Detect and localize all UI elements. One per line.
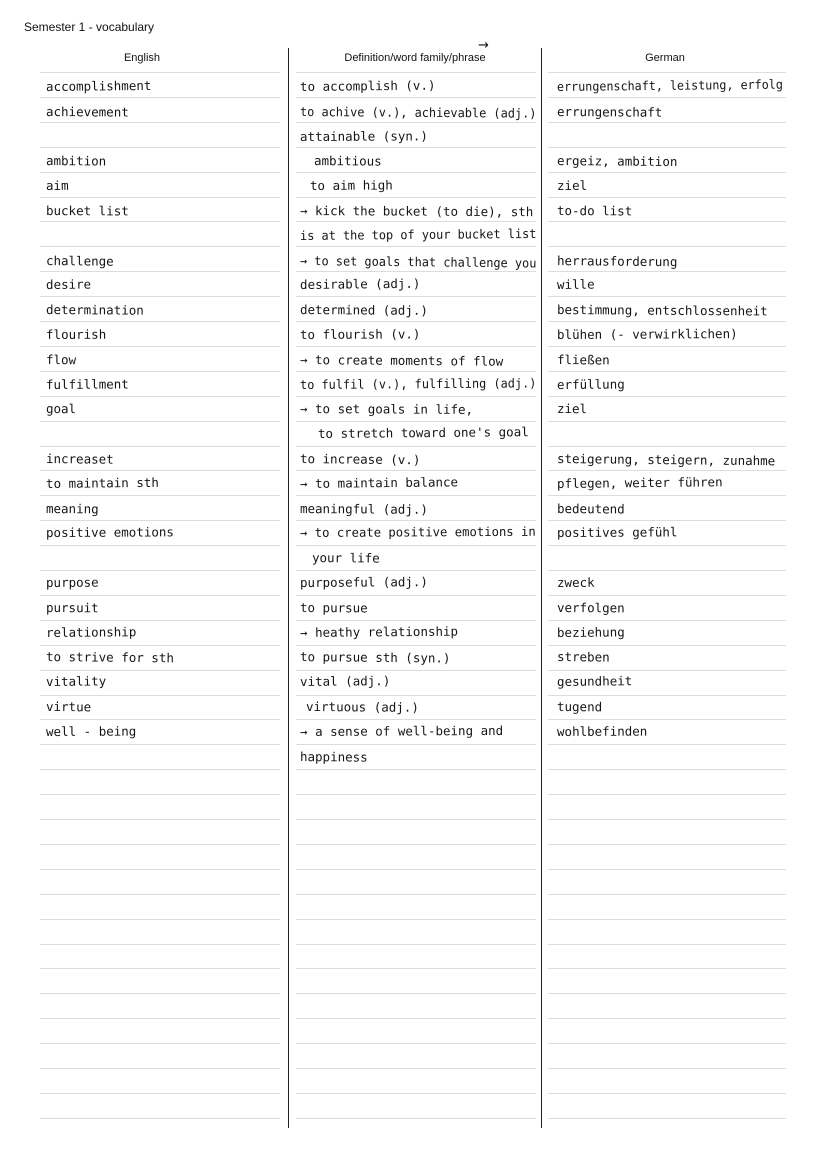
ruled-line bbox=[548, 147, 786, 148]
english-term: to strive for sth bbox=[45, 649, 175, 666]
english-term: virtue bbox=[45, 699, 92, 715]
ruled-line bbox=[40, 346, 280, 347]
ruled-line bbox=[548, 520, 786, 521]
ruled-line bbox=[548, 894, 786, 895]
ruled-line bbox=[296, 495, 536, 496]
ruled-line bbox=[548, 246, 786, 247]
ruled-line bbox=[548, 321, 786, 322]
german-translation: steigerung, steigern, zunahme bbox=[556, 451, 776, 469]
ruled-line bbox=[40, 645, 280, 646]
ruled-line bbox=[296, 545, 536, 546]
ruled-line bbox=[296, 271, 536, 272]
ruled-line bbox=[548, 719, 786, 720]
ruled-line bbox=[40, 495, 280, 496]
german-translation: fließen bbox=[556, 351, 610, 368]
ruled-line bbox=[296, 221, 536, 222]
definition-entry: is at the top of your bucket list bbox=[299, 225, 537, 243]
english-term: relationship bbox=[45, 623, 137, 640]
column-header-german: German bbox=[645, 52, 685, 64]
ruled-line bbox=[296, 246, 536, 247]
german-translation: streben bbox=[556, 649, 610, 665]
ruled-line bbox=[296, 695, 536, 696]
ruled-line bbox=[548, 769, 786, 770]
ruled-line bbox=[40, 595, 280, 596]
ruled-line bbox=[548, 670, 786, 671]
ruled-line bbox=[40, 993, 280, 994]
definition-entry: to stretch toward one's goal bbox=[317, 424, 529, 442]
ruled-line bbox=[548, 271, 786, 272]
ruled-line bbox=[548, 794, 786, 795]
ruled-line bbox=[40, 794, 280, 795]
ruled-line bbox=[548, 296, 786, 297]
ruled-line bbox=[40, 744, 280, 745]
english-term: flow bbox=[45, 351, 77, 368]
ruled-line bbox=[548, 1093, 786, 1094]
ruled-line bbox=[548, 695, 786, 696]
english-term: pursuit bbox=[45, 599, 99, 616]
english-term: purpose bbox=[45, 574, 99, 590]
ruled-line bbox=[296, 1093, 536, 1094]
ruled-line bbox=[548, 844, 786, 845]
german-translation: wille bbox=[556, 276, 595, 293]
german-translation: bestimmung, entschlossenheit bbox=[556, 302, 768, 319]
definition-entry: → to create positive emotions in bbox=[299, 524, 536, 541]
ruled-line bbox=[40, 197, 280, 198]
ruled-line bbox=[40, 1068, 280, 1069]
definition-entry: virtuous (adj.) bbox=[305, 699, 419, 715]
ruled-line bbox=[548, 1018, 786, 1019]
german-translation: zweck bbox=[556, 574, 595, 590]
definition-entry: → to set goals that challenge you bbox=[299, 252, 537, 271]
english-term: challenge bbox=[45, 252, 114, 269]
ruled-line bbox=[296, 645, 536, 646]
ruled-line bbox=[40, 147, 280, 148]
english-term: bucket list bbox=[45, 203, 129, 219]
ruled-line bbox=[548, 97, 786, 98]
ruled-line bbox=[40, 894, 280, 895]
page-title: Semester 1 - vocabulary bbox=[24, 20, 155, 34]
english-term: ambition bbox=[45, 153, 107, 169]
ruled-line bbox=[296, 744, 536, 745]
german-translation: positives gefühl bbox=[556, 524, 678, 541]
ruled-line bbox=[40, 296, 280, 297]
ruled-line bbox=[296, 620, 536, 621]
ruled-line bbox=[40, 968, 280, 969]
ruled-line bbox=[40, 1118, 280, 1119]
definition-entry: your life bbox=[311, 550, 380, 566]
ruled-line bbox=[296, 197, 536, 198]
ruled-line bbox=[40, 844, 280, 845]
ruled-line bbox=[296, 894, 536, 895]
ruled-line bbox=[296, 122, 536, 123]
ruled-line bbox=[296, 321, 536, 322]
definition-entry: → to maintain balance bbox=[299, 474, 459, 491]
english-term: increaset bbox=[45, 451, 114, 467]
ruled-line bbox=[296, 1068, 536, 1069]
ruled-line bbox=[548, 1068, 786, 1069]
german-translation: to-do list bbox=[556, 203, 633, 219]
ruled-line bbox=[548, 645, 786, 646]
ruled-line bbox=[548, 221, 786, 222]
ruled-line bbox=[296, 595, 536, 596]
ruled-line bbox=[548, 470, 786, 471]
german-translation: errungenschaft, leistung, erfolg bbox=[556, 76, 783, 94]
ruled-line bbox=[296, 97, 536, 98]
definition-entry: to flourish (v.) bbox=[299, 326, 421, 342]
definition-entry: to achive (v.), achievable (adj.) bbox=[299, 103, 537, 121]
ruled-line bbox=[296, 172, 536, 173]
ruled-line bbox=[296, 520, 536, 521]
ruled-line bbox=[40, 72, 280, 73]
ruled-line bbox=[296, 1018, 536, 1019]
ruled-line bbox=[296, 1043, 536, 1044]
ruled-line bbox=[548, 172, 786, 173]
ruled-line bbox=[40, 869, 280, 870]
ruled-line bbox=[40, 172, 280, 173]
ruled-line bbox=[548, 595, 786, 596]
definition-entry: to increase (v.) bbox=[299, 451, 421, 468]
ruled-line bbox=[548, 396, 786, 397]
german-translation: ergeiz, ambition bbox=[556, 153, 678, 170]
ruled-line bbox=[548, 968, 786, 969]
ruled-line bbox=[40, 620, 280, 621]
definition-entry: → to create moments of flow bbox=[299, 351, 504, 369]
english-term: fulfillment bbox=[45, 376, 129, 392]
ruled-line bbox=[296, 371, 536, 372]
ruled-line bbox=[40, 769, 280, 770]
german-translation: verfolgen bbox=[556, 599, 625, 616]
ruled-line bbox=[296, 470, 536, 471]
column-header-english: English bbox=[123, 52, 161, 64]
ruled-line bbox=[40, 1093, 280, 1094]
arrow-mark: → bbox=[478, 38, 489, 53]
definition-entry: to pursue bbox=[299, 599, 368, 616]
ruled-line bbox=[548, 819, 786, 820]
definition-entry: happiness bbox=[299, 748, 368, 765]
german-translation: herrausforderung bbox=[556, 252, 678, 269]
english-term: goal bbox=[45, 401, 77, 417]
ruled-line bbox=[40, 670, 280, 671]
ruled-line bbox=[548, 346, 786, 347]
ruled-line bbox=[40, 446, 280, 447]
ruled-line bbox=[40, 470, 280, 471]
german-translation: wohlbefinden bbox=[556, 723, 648, 739]
english-term: achievement bbox=[45, 103, 129, 120]
ruled-line bbox=[296, 570, 536, 571]
ruled-line bbox=[40, 221, 280, 222]
definition-entry: attainable (syn.) bbox=[299, 127, 428, 144]
column-header-definition: Definition/word family/phrase bbox=[344, 52, 486, 64]
ruled-line bbox=[548, 993, 786, 994]
german-translation: bedeutend bbox=[556, 500, 625, 517]
definition-entry: determined (adj.) bbox=[299, 302, 428, 319]
ruled-line bbox=[40, 719, 280, 720]
ruled-line bbox=[296, 346, 536, 347]
german-translation: erfüllung bbox=[556, 376, 625, 392]
english-term: positive emotions bbox=[45, 524, 174, 541]
ruled-line bbox=[548, 446, 786, 447]
ruled-line bbox=[548, 1043, 786, 1044]
ruled-line bbox=[40, 570, 280, 571]
english-term: vitality bbox=[45, 673, 107, 690]
ruled-line bbox=[296, 396, 536, 397]
ruled-line bbox=[40, 919, 280, 920]
definition-entry: to aim high bbox=[309, 177, 393, 194]
definition-entry: → a sense of well-being and bbox=[299, 722, 504, 739]
ruled-line bbox=[296, 719, 536, 720]
definition-entry: ambitious bbox=[313, 153, 382, 169]
english-term: meaning bbox=[45, 500, 99, 516]
definition-entry: desirable (adj.) bbox=[299, 276, 421, 293]
ruled-line bbox=[548, 371, 786, 372]
english-term: flourish bbox=[45, 326, 107, 342]
ruled-line bbox=[548, 570, 786, 571]
ruled-line bbox=[296, 819, 536, 820]
ruled-line bbox=[296, 421, 536, 422]
ruled-line bbox=[548, 545, 786, 546]
ruled-line bbox=[40, 122, 280, 123]
german-translation: pflegen, weiter führen bbox=[556, 474, 723, 491]
english-term: desire bbox=[45, 276, 92, 293]
ruled-line bbox=[296, 296, 536, 297]
ruled-line bbox=[296, 446, 536, 447]
definition-entry: → kick the bucket (to die), sth bbox=[299, 203, 534, 220]
ruled-line bbox=[548, 197, 786, 198]
ruled-line bbox=[40, 545, 280, 546]
ruled-line bbox=[296, 794, 536, 795]
ruled-line bbox=[296, 72, 536, 73]
ruled-line bbox=[296, 869, 536, 870]
ruled-line bbox=[40, 944, 280, 945]
ruled-line bbox=[40, 246, 280, 247]
english-term: accomplishment bbox=[45, 77, 152, 94]
definition-entry: meaningful (adj.) bbox=[299, 500, 428, 517]
ruled-line bbox=[548, 1118, 786, 1119]
ruled-line bbox=[296, 993, 536, 994]
german-translation: gesundheit bbox=[556, 673, 633, 690]
definition-entry: to fulfil (v.), fulfilling (adj.) bbox=[299, 374, 537, 392]
ruled-line bbox=[296, 1118, 536, 1119]
ruled-line bbox=[296, 147, 536, 148]
english-term: determination bbox=[45, 302, 144, 318]
definition-entry: to pursue sth (syn.) bbox=[299, 649, 451, 666]
ruled-line bbox=[40, 271, 280, 272]
ruled-line bbox=[40, 421, 280, 422]
definition-entry: vital (adj.) bbox=[299, 673, 391, 690]
ruled-line bbox=[548, 72, 786, 73]
ruled-line bbox=[40, 1043, 280, 1044]
ruled-line bbox=[40, 371, 280, 372]
ruled-line bbox=[548, 919, 786, 920]
ruled-line bbox=[548, 744, 786, 745]
ruled-line bbox=[548, 944, 786, 945]
definition-entry: to accomplish (v.) bbox=[299, 77, 436, 94]
english-term: to maintain sth bbox=[45, 474, 159, 491]
ruled-line bbox=[296, 944, 536, 945]
ruled-line bbox=[548, 421, 786, 422]
german-translation: blühen (- verwirklichen) bbox=[556, 326, 738, 342]
ruled-line bbox=[548, 495, 786, 496]
column-divider-left bbox=[288, 48, 289, 1128]
ruled-line bbox=[548, 122, 786, 123]
english-term: well - being bbox=[45, 723, 137, 739]
definition-entry: → to set goals in life, bbox=[299, 401, 474, 418]
ruled-line bbox=[296, 769, 536, 770]
ruled-line bbox=[40, 695, 280, 696]
ruled-line bbox=[40, 97, 280, 98]
german-translation: beziehung bbox=[556, 624, 625, 640]
ruled-line bbox=[40, 1018, 280, 1019]
german-translation: tugend bbox=[556, 699, 603, 715]
ruled-line bbox=[40, 396, 280, 397]
ruled-line bbox=[548, 620, 786, 621]
ruled-line bbox=[296, 968, 536, 969]
german-translation: ziel bbox=[556, 177, 588, 194]
ruled-line bbox=[40, 520, 280, 521]
ruled-line bbox=[296, 844, 536, 845]
column-divider-right bbox=[541, 48, 542, 1128]
german-translation: ziel bbox=[556, 401, 588, 417]
english-term: aim bbox=[45, 178, 69, 194]
ruled-line bbox=[40, 819, 280, 820]
german-translation: errungenschaft bbox=[556, 103, 663, 120]
ruled-line bbox=[40, 321, 280, 322]
definition-entry: → heathy relationship bbox=[299, 623, 459, 640]
definition-entry: purposeful (adj.) bbox=[299, 574, 428, 590]
ruled-line bbox=[296, 670, 536, 671]
ruled-line bbox=[296, 919, 536, 920]
ruled-line bbox=[548, 869, 786, 870]
